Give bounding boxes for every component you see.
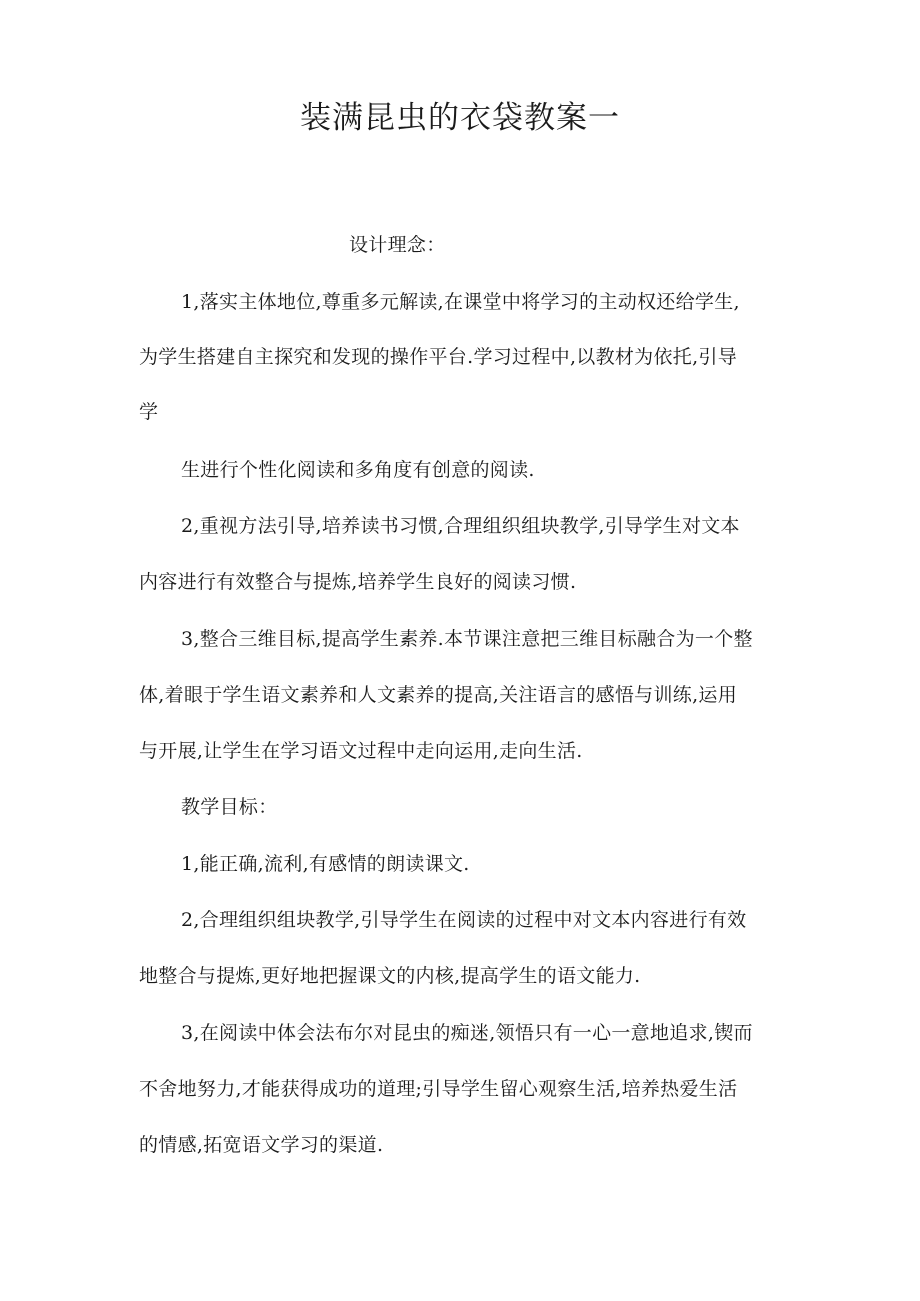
paragraph-line: 3,在阅读中体会法布尔对昆虫的痴迷,领悟只有一心一意地追求,锲而 bbox=[181, 1022, 753, 1044]
paragraph-line: 学 bbox=[139, 401, 159, 423]
paragraph-line: 的情感,拓宽语文学习的渠道. bbox=[139, 1134, 384, 1156]
paragraph-line: 不舍地努力,才能获得成功的道理;引导学生留心观察生活,培养热爱生活 bbox=[139, 1078, 738, 1100]
section-heading-teaching-goals: 教学目标： bbox=[181, 796, 278, 818]
paragraph-line: 地整合与提炼,更好地把握课文的内核,提高学生的语文能力. bbox=[139, 965, 641, 987]
paragraph-line: 1,能正确,流利,有感情的朗读课文. bbox=[181, 853, 470, 875]
paragraph-line: 为学生搭建自主探究和发现的操作平台.学习过程中,以教材为依托,引导 bbox=[139, 346, 738, 368]
document-title: 装满昆虫的衣袋教案一 bbox=[300, 100, 620, 136]
paragraph-line: 与开展,让学生在学习语文过程中走向运用,走向生活. bbox=[139, 740, 583, 762]
section-heading-design-concept: 设计理念： bbox=[349, 234, 446, 256]
paragraph-line: 3,整合三维目标,提高学生素养.本节课注意把三维目标融合为一个整 bbox=[181, 628, 753, 650]
paragraph-line: 生进行个性化阅读和多角度有创意的阅读. bbox=[181, 459, 535, 481]
paragraph-line: 体,着眼于学生语文素养和人文素养的提高,关注语言的感悟与训练,运用 bbox=[139, 684, 738, 706]
paragraph-line: 内容进行有效整合与提炼,培养学生良好的阅读习惯. bbox=[139, 571, 577, 593]
paragraph-line: 2,合理组织组块教学,引导学生在阅读的过程中对文本内容进行有效 bbox=[181, 909, 747, 931]
paragraph-line: 2,重视方法引导,培养读书习惯,合理组织组块教学,引导学生对文本 bbox=[181, 515, 740, 537]
paragraph-line: 1,落实主体地位,尊重多元解读,在课堂中将学习的主动权还给学生, bbox=[181, 291, 740, 313]
